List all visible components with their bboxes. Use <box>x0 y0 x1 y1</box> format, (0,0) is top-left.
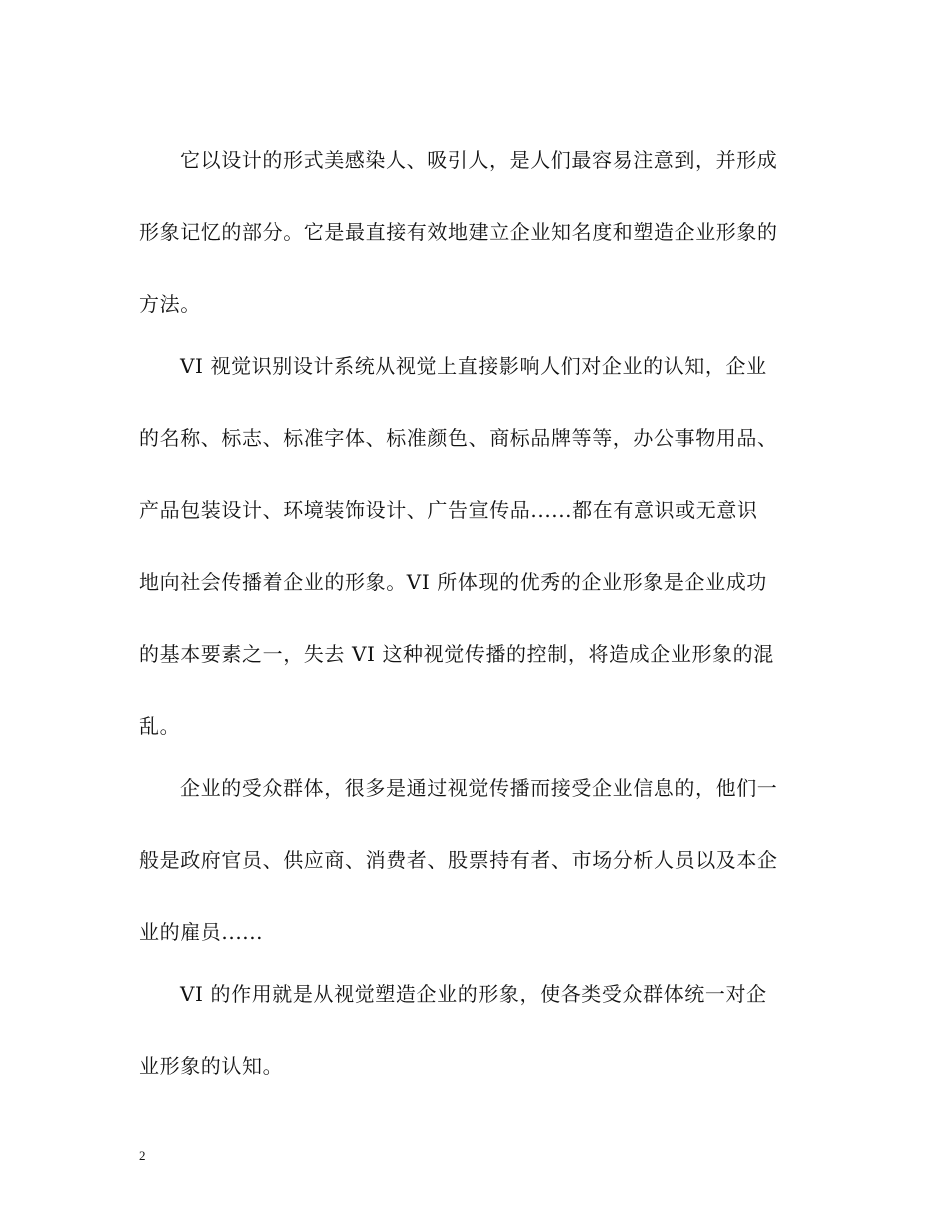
paragraph-3-line-2: 般是政府官员、供应商、消费者、股票持有者、市场分析人员以及本企 <box>139 848 778 872</box>
paragraph-1-line-3: 方法。 <box>139 292 201 316</box>
page-number: 2 <box>139 1148 146 1163</box>
paragraph-1-line-1: 它以设计的形式美感染人、吸引人，是人们最容易注意到，并形成 <box>180 148 778 172</box>
paragraph-4-line-1: VI 的作用就是从视觉塑造企业的形象，使各类受众群体统一对企 <box>180 982 767 1006</box>
paragraph-1-line-2: 形象记忆的部分。它是最直接有效地建立企业知名度和塑造企业形象的 <box>139 220 778 244</box>
paragraph-2-line-1: VI 视觉识别设计系统从视觉上直接影响人们对企业的认知，企业 <box>180 354 767 378</box>
paragraph-2-line-6: 乱。 <box>139 714 181 738</box>
paragraph-2-line-5: 的基本要素之一，失去 VI 这种视觉传播的控制，将造成企业形象的混 <box>139 642 774 666</box>
paragraph-2-line-4: 地向社会传播着企业的形象。VI 所体现的优秀的企业形象是企业成功 <box>139 570 767 594</box>
paragraph-3-line-1: 企业的受众群体，很多是通过视觉传播而接受企业信息的，他们一 <box>180 776 778 800</box>
paragraph-2-line-3: 产品包装设计、环境装饰设计、广告宣传品......都在有意识或无意识 <box>139 498 758 522</box>
paragraph-4-line-2: 业形象的认知。 <box>139 1054 284 1078</box>
paragraph-3-line-3: 业的雇员...... <box>139 920 264 944</box>
paragraph-2-line-2: 的名称、标志、标准字体、标准颜色、商标品牌等等，办公事物用品、 <box>139 426 778 450</box>
